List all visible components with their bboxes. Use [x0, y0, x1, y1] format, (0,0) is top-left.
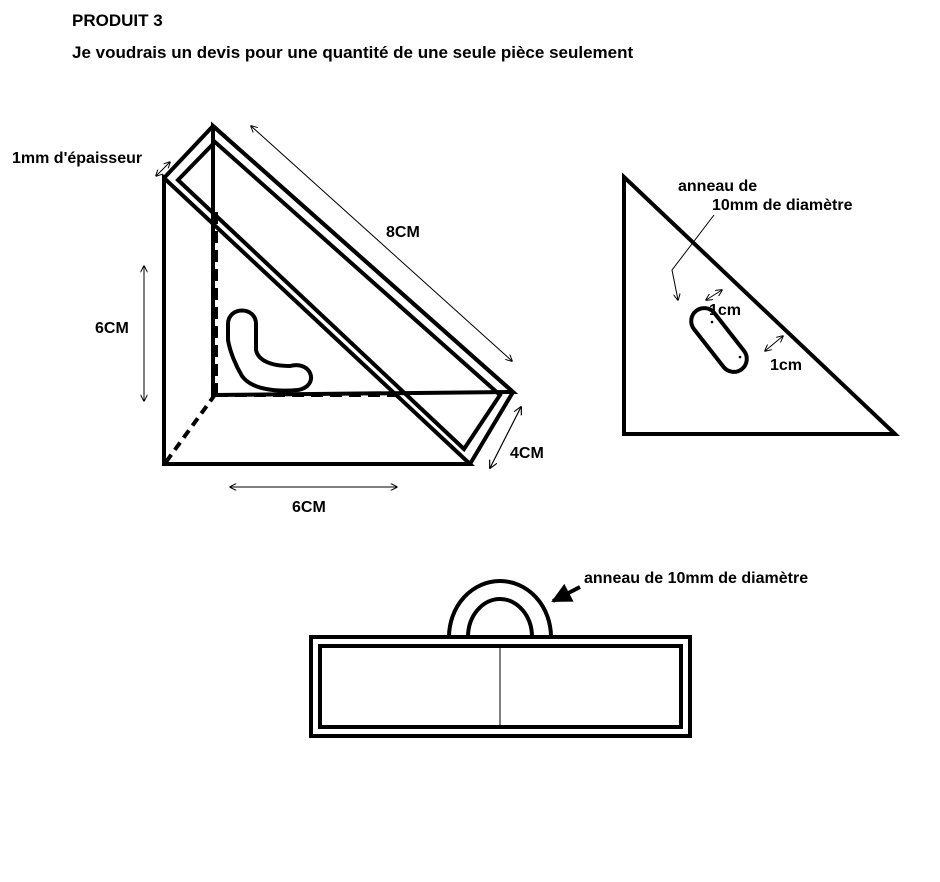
- top-ring-label: anneau de 10mm de diamètre: [584, 570, 809, 587]
- side-offset-label-1: 1cm: [709, 302, 742, 319]
- length-dim-arrow: [251, 126, 512, 361]
- page-title: PRODUIT 3: [72, 11, 163, 30]
- side-view: [624, 177, 895, 434]
- bent-slot: [228, 311, 311, 391]
- side-slot-mark: [711, 321, 714, 324]
- prism-view: [144, 126, 521, 487]
- top-ring-pointer: [553, 587, 580, 601]
- side-offset-arrow-1: [706, 290, 722, 300]
- height-label: 6CM: [95, 320, 129, 337]
- prism-slope-inner: [178, 142, 500, 449]
- side-offset-label-2: 1cm: [770, 357, 803, 374]
- page-subtitle: Je voudrais un devis pour une quantité de une seule pièce seulement: [72, 43, 634, 62]
- top-ring: [449, 581, 551, 637]
- side-ring-label-line2: 10mm de diamètre: [712, 197, 853, 214]
- depth-label: 4CM: [510, 445, 544, 462]
- side-offset-arrow-2: [765, 336, 783, 351]
- side-triangle: [624, 177, 895, 434]
- thickness-label: 1mm d'épaisseur: [12, 150, 143, 167]
- length-label: 8CM: [386, 224, 420, 241]
- side-slot-mark: [739, 356, 742, 359]
- top-view: [311, 581, 690, 736]
- prism-front-face: [164, 178, 470, 464]
- width-label: 6CM: [292, 499, 326, 516]
- side-ring-label-line1: anneau de: [678, 178, 758, 195]
- hidden-edge-diagonal: [166, 396, 214, 462]
